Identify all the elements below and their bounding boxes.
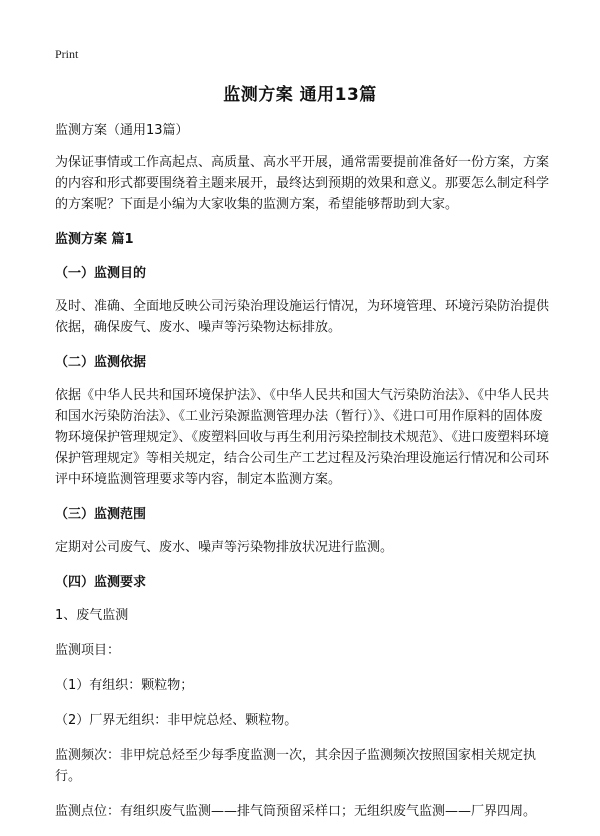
doc-subtitle: 监测方案（通用13篇） [55, 123, 189, 138]
print-link[interactable]: Print [55, 47, 79, 61]
heading-requirements: （四）监测要求 [55, 575, 147, 590]
paragraph-scope: 定期对公司废气、废水、噪声等污染物排放状况进行监测。 [55, 540, 394, 555]
list-item: （2）厂界无组织：非甲烷总烃、颗粒物。 [55, 713, 298, 728]
page-title: 监测方案 通用13篇 [223, 85, 377, 105]
heading-scope: （三）监测范围 [55, 507, 147, 522]
intro-paragraph: 为保证事情或工作高起点、高质量、高水平开展，通常需要提前准备好一份方案，方案的内容和形式都要围绕着主题来展开，最终达到预期的效果和意义。那要怎么制定科学的方案呢？下面是小编为大家收集的监测方案，希望能够帮助到大家。 [55, 155, 550, 212]
heading-purpose: （一）监测目的 [55, 266, 147, 281]
list-item: （1）有组织：颗粒物； [55, 678, 194, 693]
section-title: 监测方案 篇1 [55, 232, 134, 247]
paragraph-basis: 依据《中华人民共和国环境保护法》、《中华人民共和国大气污染防治法》、《中华人民共和国水污染防治法》、《工业污染源监测管理办法（暂行）》、《进口可用作原料的固体废物环境保护管理规定》、《废塑料回收与再生利用污染控制技术规范》、《进口废塑料环境保护管理规定》等相关规定，结合公司生产工艺过程及污染治理设施运行情况和公司环评中环境监测管理要求等内容，制定本监测方案。 [55, 388, 550, 487]
list-item: 监测点位：有组织废气监测——排气筒预留采样口；无组织废气监测——厂界四周。 [55, 804, 537, 819]
heading-basis: （二）监测依据 [55, 355, 147, 370]
list-item: 监测项目： [55, 643, 121, 658]
document-body [55, 119, 550, 836]
list-item: 1、废气监测 [55, 608, 129, 623]
paragraph-purpose: 及时、准确、全面地反映公司污染治理设施运行情况，为环境管理、环境污染防治提供依据，确保废气、废水、噪声等污染物达标排放。 [55, 299, 550, 335]
list-item: 监测频次：非甲烷总烃至少每季度监测一次，其余因子监测频次按照国家相关规定执行。 [55, 748, 537, 784]
